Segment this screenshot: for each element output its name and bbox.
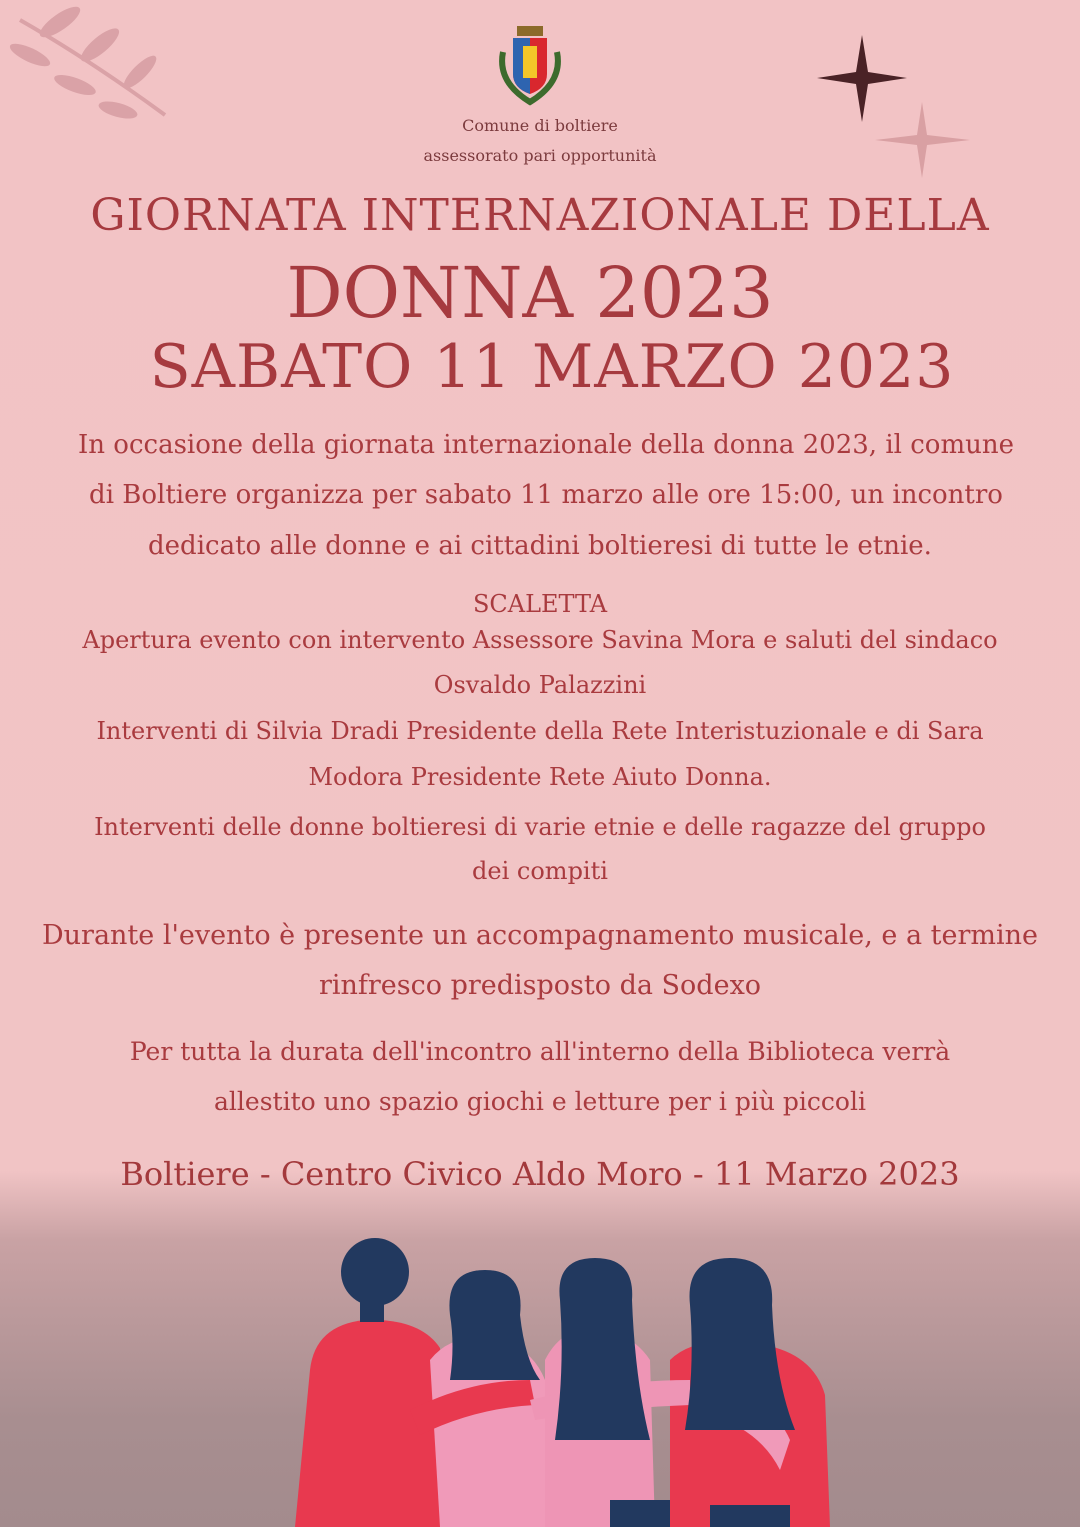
scaletta-item: Interventi di Silvia Dradi Presidente della Rete Interistuzionale e di Sara [96, 717, 984, 745]
scaletta-heading: SCALETTA [472, 590, 608, 618]
event-date-title: SABATO 11 MARZO 2023 [149, 332, 955, 402]
music-line-2: rinfresco predisposto da Sodexo [318, 970, 762, 1001]
music-line-1: Durante l'evento è presente un accompagnamento musicale, e a termine [42, 920, 1038, 951]
person-2-hair [449, 1270, 540, 1380]
event-location-footer: Boltiere - Centro Civico Aldo Moro - 11 Marzo 2023 [120, 1155, 960, 1193]
coat-of-arms-icon [495, 22, 565, 106]
person-1-hair [341, 1238, 409, 1306]
header-assessorato: assessorato pari opportunità [423, 146, 657, 165]
title-line-1: GIORNATA INTERNAZIONALE DELLA [90, 190, 990, 241]
scaletta-item: Apertura evento con intervento Assessore Savina Mora e saluti del sindaco [82, 626, 998, 654]
intro-line-3: dedicato alle donne e ai cittadini boltieresi di tutte le etnie. [148, 531, 932, 561]
header-comune: Comune di boltiere [462, 116, 618, 135]
scaletta-item: Modora Presidente Rete Aiuto Donna. [308, 763, 772, 791]
title-line-2: DONNA 2023 [286, 252, 774, 334]
intro-line-2: di Boltiere organizza per sabato 11 marzo alle ore 15:00, un incontro [89, 480, 1003, 510]
scaletta-item: Interventi delle donne boltieresi di varie etnie e delle ragazze del gruppo [94, 813, 986, 841]
library-line-2: allestito uno spazio giochi e letture per i più piccoli [214, 1087, 866, 1116]
intro-line-1: In occasione della giornata internazionale della donna 2023, il comune [78, 430, 1014, 460]
person-4-hair [685, 1258, 795, 1430]
scaletta-item: Osvaldo Palazzini [433, 671, 647, 699]
scaletta-item: dei compiti [472, 857, 608, 885]
sparkle-icon [815, 30, 985, 180]
library-line-1: Per tutta la durata dell'incontro all'interno della Biblioteca verrà [129, 1037, 951, 1066]
four-women-illustration [290, 1230, 850, 1527]
